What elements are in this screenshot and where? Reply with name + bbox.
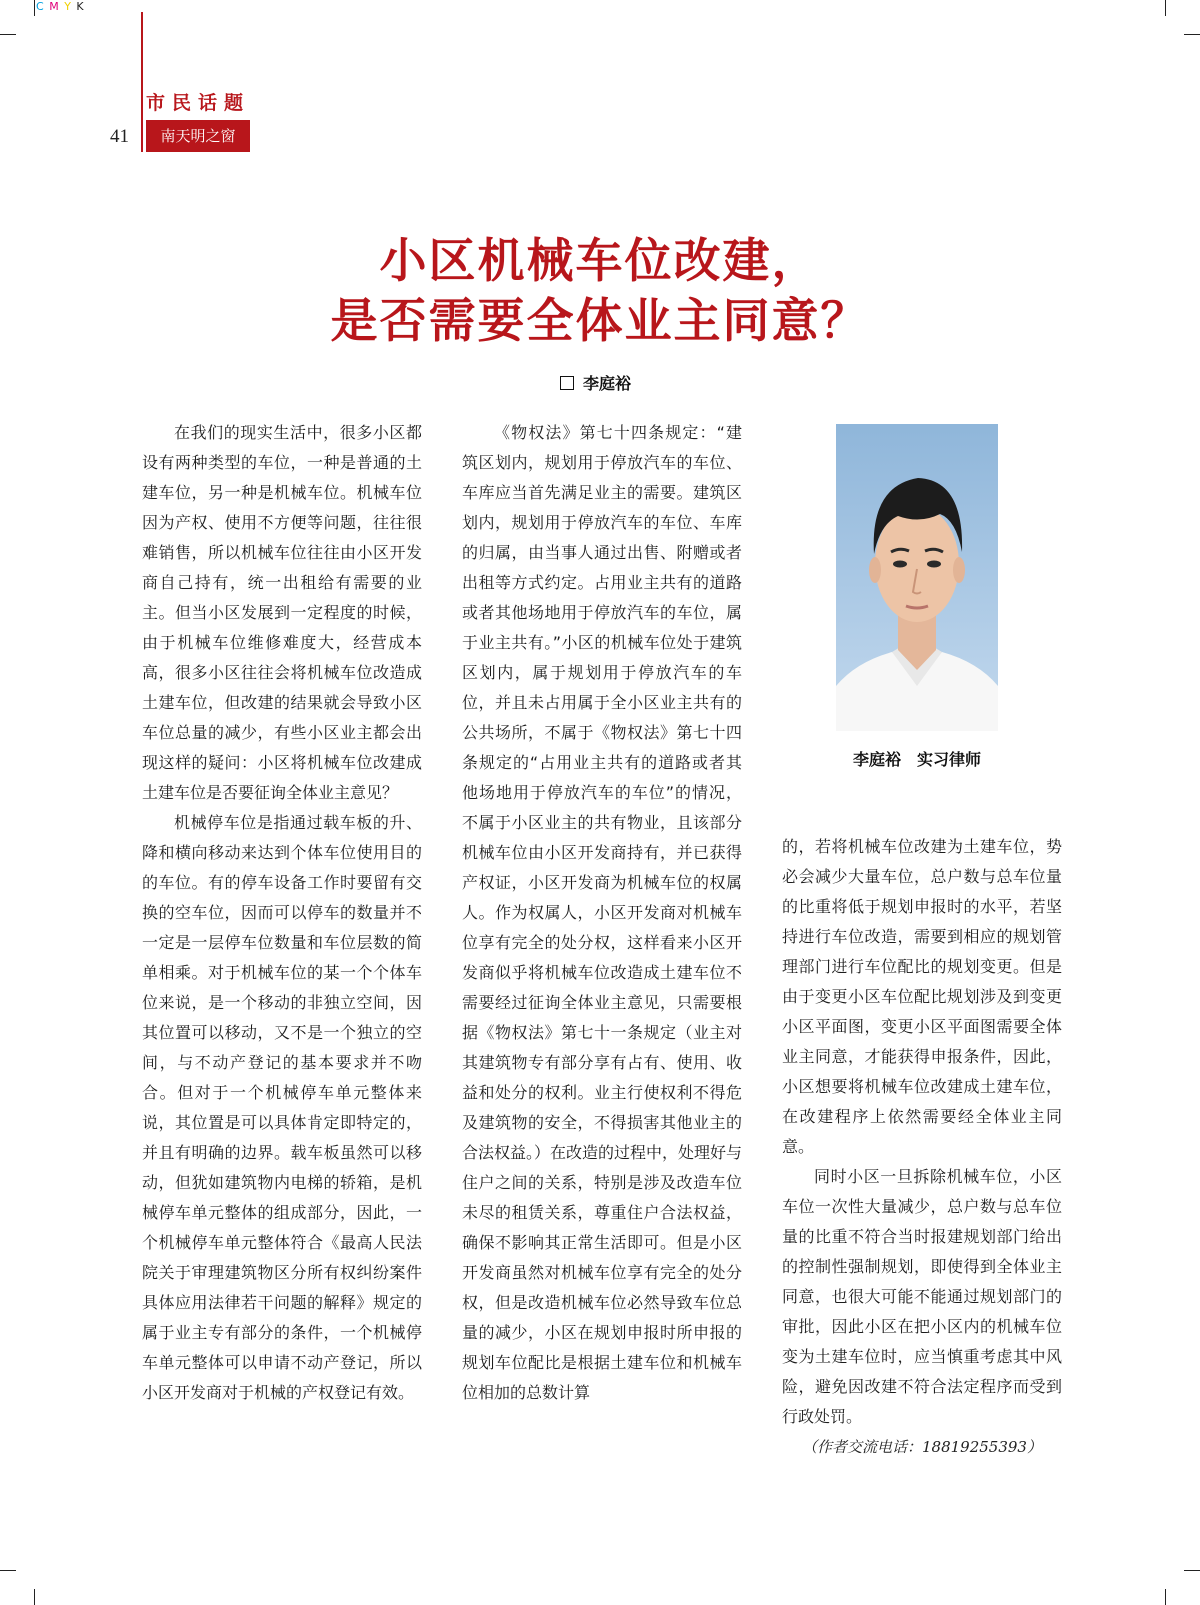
author-contact-note: （作者交流电话：18819255393） (802, 1438, 1042, 1456)
crop-mark (1184, 1570, 1200, 1571)
column-badge: 南天明之窗 (146, 120, 250, 152)
crop-mark (1165, 0, 1166, 16)
paragraph: 《物权法》第七十四条规定：“建筑区划内，规划用于停放汽车的车位、车库应当首先满足业主的需要。建筑区划内，规划用于停放汽车的车位、车库的归属，由当事人通过出售、附赠或者出租等方式约定。占用业主共有的道路或者其他场地用于停放汽车的车位，属于业主共有。”小区的机械车位处于建筑区划内，属于规划用于停放汽车的车位，并且未占用属于全小区业主共有的公共场所，不属于《物权法》第七十四条规定的“占用业主共有的道路或者其他场地用于停放汽车的车位”的情况，不属于小区业主的共有物业，且该部分机械车位由小区开发商持有，并已获得产权证，小区开发商为机械车位的权属人。作为权属人，小区开发商对机械车位享有完全的处分权，这样看来小区开发商似乎将机械车位改造成土建车位不需要经过征询全体业主意见，只需要根据《物权法》第七十一条规定（业主对其建筑物专有部分享有占有、使用、收益和处分的权利。业主行使权利不得危及建筑物的安全，不得损害其他业主的合法权益。）在改造的过程中，处理好与住户之间的关系，特别是涉及改造车位未尽的租赁关系，尊重住户合法权益，确保不影响其正常生活即可。但是小区开发商虽然对机械车位享有完全的处分权，但是改造机械车位必然导致车位总量的减少，小区在规划申报时所申报的规划车位配比是根据土建车位和机械车位相加的总数计算 (462, 423, 743, 1402)
article-column-3 (782, 832, 1062, 1432)
cmyk-y: Y (64, 0, 72, 13)
article-title-line1: 小区机械车位改建， (379, 234, 821, 289)
crop-mark (1184, 34, 1200, 35)
photo-caption: 李庭裕 实习律师 (852, 750, 981, 769)
article-title-line2: 是否需要全体业主同意？ (330, 294, 870, 349)
author-photo (836, 424, 998, 731)
header-red-rule (141, 12, 143, 152)
crop-mark (1165, 1589, 1166, 1605)
byline-box-icon (560, 376, 574, 390)
crop-mark (34, 0, 35, 16)
article-column-2 (462, 418, 742, 1408)
byline (560, 371, 631, 394)
article-column-1 (142, 418, 422, 1408)
crop-mark (34, 1589, 35, 1605)
paragraph: 机械停车位是指通过载车板的升、降和横向移动来达到个体车位使用目的的车位。有的停车设备工作时要留有交换的空车位，因而可以停车的数量并不一定是一层停车位数量和车位层数的简单相乘。对于机械车位的某一个个体车位来说，是一个移动的非独立空间，因其位置可以移动，又不是一个独立的空间，与不动产登记的基本要求并不吻合。但对于一个机械停车单元整体来说，其位置是可以具体肯定即特定的，并且有明确的边界。载车板虽然可以移动，但犹如建筑物内电梯的轿箱，是机械停车单元整体的组成部分，因此，一个机械停车单元整体符合《最高人民法院关于审理建筑物区分所有权纠纷案件具体应用法律若干问题的解释》规定的属于业主专有部分的条件，一个机械停车单元整体可以申请不动产登记，所以小区开发商对于机械的产权登记有效。 (142, 813, 422, 1402)
cmyk-m: M (49, 0, 60, 13)
paragraph: 在我们的现实生活中，很多小区都设有两种类型的车位，一种是普通的土建车位，另一种是机械车位。机械车位因为产权、使用不方便等问题，往往很难销售，所以机械车位往往由小区开发商自己持有，统一出租给有需要的业主。但当小区发展到一定程度的时候，由于机械车位维修难度大，经营成本高，很多小区往往会将机械车位改造成土建车位，但改建的结果就会导致小区车位总量的减少，有些小区业主都会出现这样的疑问：小区将机械车位改建成土建车位是否要征询全体业主意见？ (142, 423, 422, 802)
crop-mark (0, 1570, 16, 1571)
cmyk-c: C (36, 0, 45, 13)
section-title: 市民话题 (146, 92, 251, 114)
author-name: 李庭裕 (583, 374, 632, 393)
author-portrait-image (836, 424, 998, 731)
crop-mark (0, 34, 16, 35)
page-number: 41 (110, 126, 129, 147)
cmyk-k: K (76, 0, 85, 13)
cmyk-print-mark (36, 0, 85, 13)
paragraph: 同时小区一旦拆除机械车位，小区车位一次性大量减少，总户数与总车位量的比重不符合当时报建规划部门给出的控制性强制规划，即使得到全体业主同意，也很大可能不能通过规划部门的审批，因此小区在把小区内的机械车位变为土建车位时，应当慎重考虑其中风险，避免因改建不符合法定程序而受到行政处罚。 (782, 1167, 1062, 1426)
paragraph: 的，若将机械车位改建为土建车位，势必会减少大量车位，总户数与总车位量的比重将低于规划申报时的水平，若坚持进行车位改造，需要到相应的规划管理部门进行车位配比的规划变更。但是由于变更小区车位配比规划涉及到变更小区平面图，变更小区平面图需要全体业主同意，才能获得申报条件，因此，小区想要将机械车位改建成土建车位，在改建程序上依然需要经全体业主同意。 (782, 837, 1062, 1156)
